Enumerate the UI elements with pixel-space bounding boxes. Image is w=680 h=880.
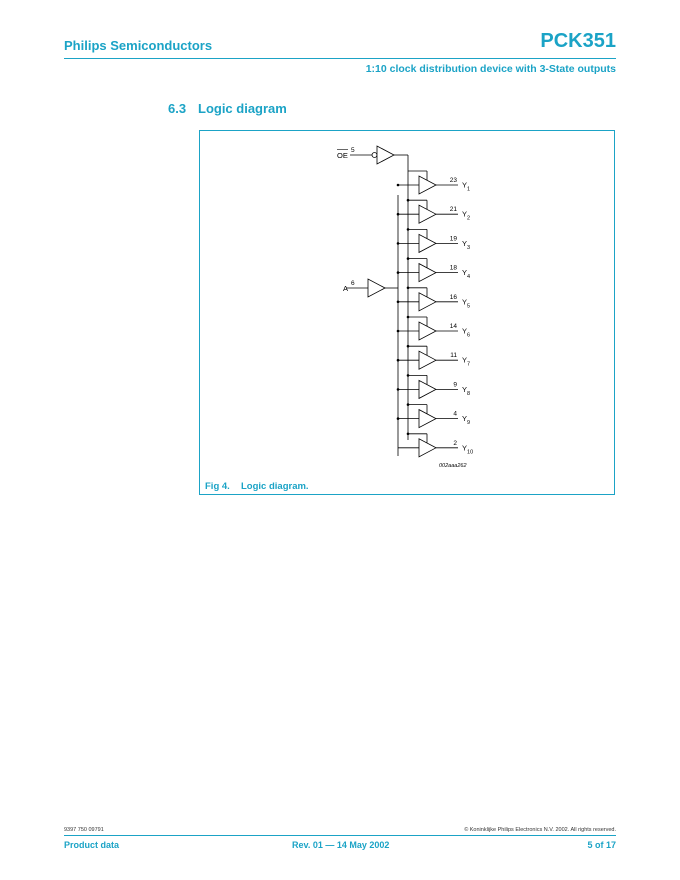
section-number: 6.3 xyxy=(168,101,187,116)
oe-label: OE xyxy=(337,151,348,160)
output-label: $Y_1$ xyxy=(462,180,471,193)
document-status: Product data xyxy=(64,840,120,850)
header-rule xyxy=(64,58,616,59)
output-pin: 11 xyxy=(450,352,457,360)
output-label: $Y_2$ xyxy=(462,209,471,222)
output-label: $Y_{10}$ xyxy=(462,443,474,456)
output-pin: 2 xyxy=(453,439,457,447)
output-label: $Y_7$ xyxy=(462,355,471,368)
a-label: A xyxy=(343,284,349,293)
output-label: $Y_6$ xyxy=(462,326,471,339)
oe-inverting-bubble xyxy=(372,153,377,158)
document-subtitle: 1:10 clock distribution device with 3-State outputs xyxy=(365,63,616,75)
output-label: $Y_3$ xyxy=(462,238,471,251)
output-pin: 21 xyxy=(449,206,457,214)
output-pin: 9 xyxy=(453,381,457,389)
revision-date: Rev. 01 — 14 May 2002 xyxy=(292,840,390,850)
output-pin: 18 xyxy=(449,264,457,272)
section-heading xyxy=(168,101,287,116)
output-label: $Y_4$ xyxy=(462,268,471,281)
document-id: PCK351 xyxy=(540,30,616,52)
figure-number: Fig 4. xyxy=(205,481,230,492)
output-label: $Y_9$ xyxy=(462,414,471,427)
company-name: Philips Semiconductors xyxy=(64,38,213,53)
output-label: $Y_5$ xyxy=(462,297,471,310)
document-reference: 9397 750 09791 xyxy=(64,827,104,833)
drawing-code: 002aaa262 xyxy=(439,463,467,469)
section-title: Logic diagram xyxy=(198,101,287,116)
output-pin: 4 xyxy=(453,410,457,418)
figure-caption-text: Logic diagram. xyxy=(241,481,309,492)
logic-diagram xyxy=(200,131,614,494)
a-buffer xyxy=(368,279,385,297)
copyright-notice: © Koninklijke Philips Electronics N.V. 2002. All rights reserved. xyxy=(464,827,616,833)
footer-rule xyxy=(64,835,616,836)
oe-buffer xyxy=(377,146,394,164)
figure-caption xyxy=(205,481,309,492)
output-pin: 23 xyxy=(449,177,457,184)
a-pin: 6 xyxy=(351,280,355,287)
output-label: $Y_8$ xyxy=(462,384,471,397)
figure-box xyxy=(199,130,615,495)
oe-pin: 5 xyxy=(351,147,355,154)
output-pin: 16 xyxy=(449,293,457,301)
page-number: 5 of 17 xyxy=(587,840,616,850)
output-pin: 19 xyxy=(449,235,457,243)
output-pin: 14 xyxy=(449,323,457,330)
output-buffer-10 xyxy=(398,433,473,457)
